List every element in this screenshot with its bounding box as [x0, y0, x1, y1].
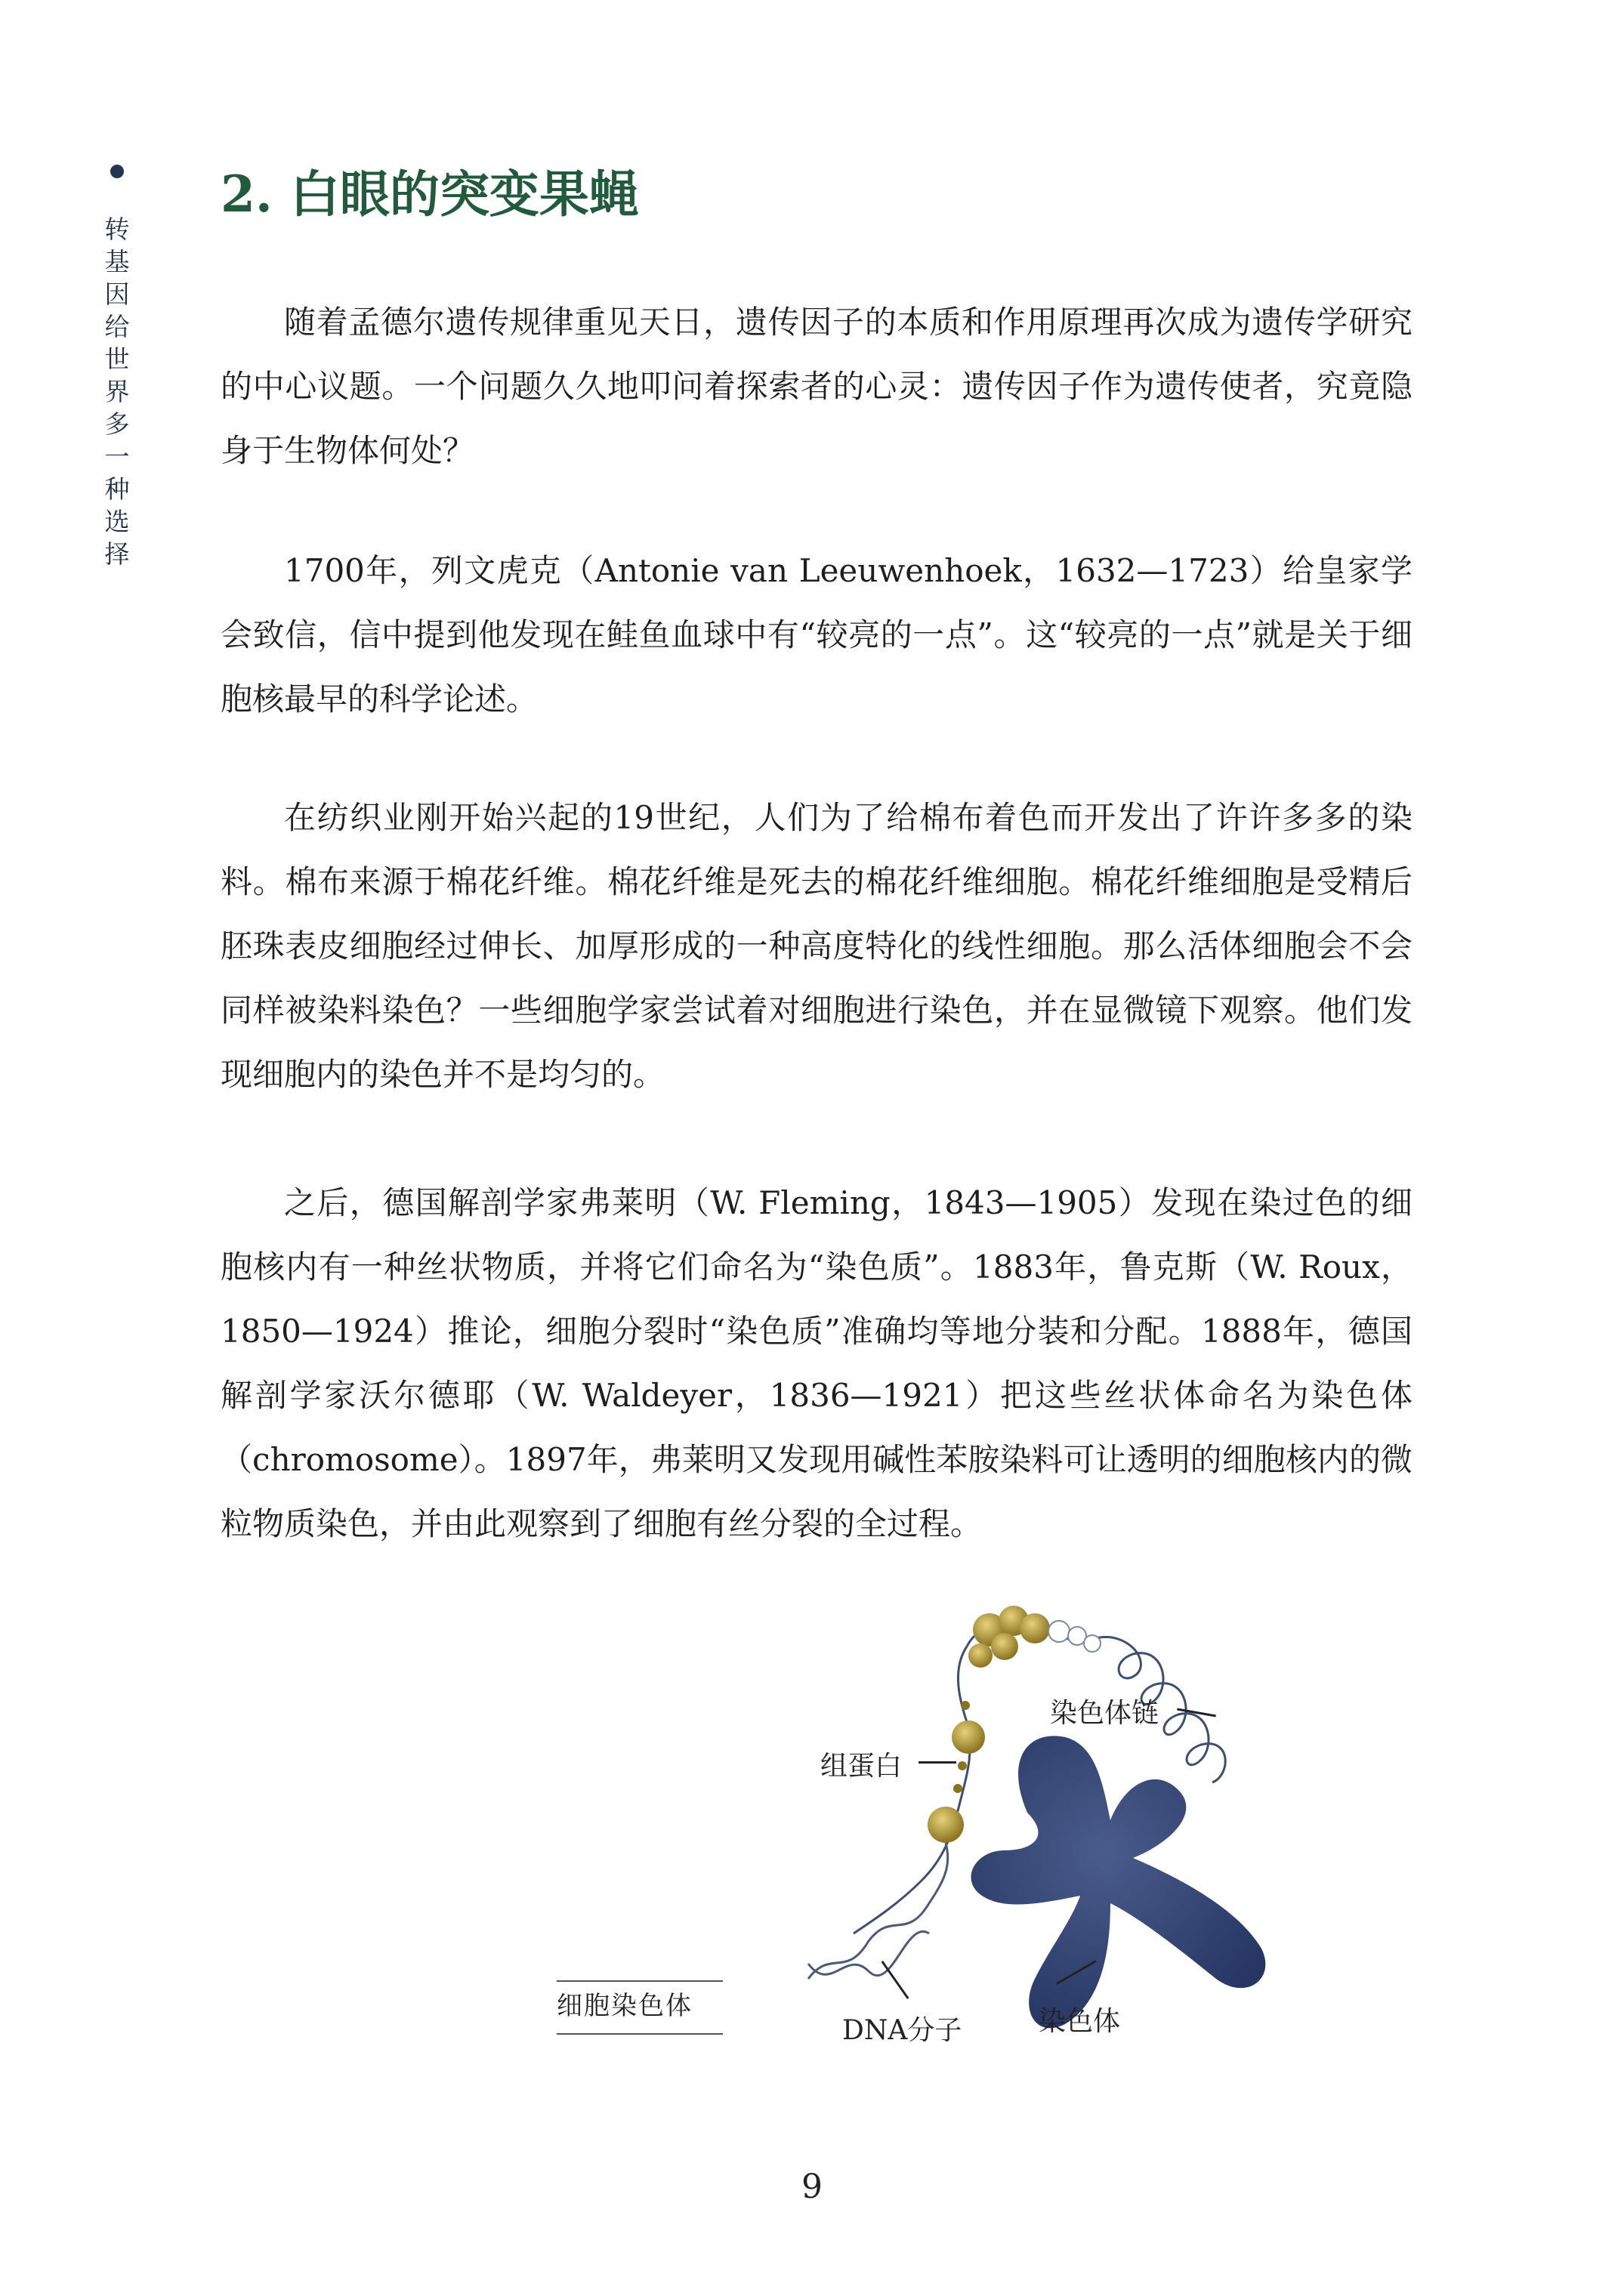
chromosome-shape	[971, 1736, 1266, 2028]
label-histone: 组蛋白	[820, 1751, 903, 1782]
figure-caption: 细胞染色体	[557, 1991, 693, 2021]
leader-line-histone	[919, 1761, 956, 1764]
label-chromatin-chain: 染色体链	[1050, 1698, 1159, 1729]
dna-helix	[808, 1843, 948, 1979]
paragraph-1: 随着孟德尔遗传规律重见天日，遗传因子的本质和作用原理再次成为遗传学研究的中心议题。一个问题久久地叩问着探索者的心灵：遗传因子作为遗传使者，究竟隐身于生物体何处？	[221, 304, 1413, 469]
paragraph-2: 1700年，列文虎克（Antonie van Leeuwenhoek，1632—1723）给皇家学会致信，信中提到他发现在鲑鱼血球中有“较亮的一点”。这“较亮的一点”就是关于细胞核最早的科学论述。	[221, 552, 1413, 718]
paragraph-4: 之后，德国解剖学家弗莱明（W. Fleming，1843—1905）发现在染过色的细胞核内有一种丝状物质，并将它们命名为“染色质”。1883年，鲁克斯（W. Roux，1850—1924）推论，细胞分裂时“染色质”准确均等地分装和分配。1888年，德国解剖学家沃尔德耶（W. Waldeyer，1836—1921）把这些丝状体命名为染色体（chromosome）。1897年，弗莱明又发现用碱性苯胺染料可让透明的细胞核内的微粒物质染色，并由此观察到了细胞有丝分裂的全过程。	[221, 1184, 1413, 1542]
label-chromosome: 染色体	[1039, 2006, 1121, 2037]
paragraph-3: 在纺织业刚开始兴起的19世纪，人们为了给棉布着色而开发出了许许多多的染料。棉布来源于棉花纤维。棉花纤维是死去的棉花纤维细胞。棉花纤维细胞是受精后胚珠表皮细胞经过伸长、加厚形成的一种高度特化的线性细胞。那么活体细胞会不会同样被染料染色？一些细胞学家尝试着对细胞进行染色，并在显微镜下观察。他们发现细胞内的染色并不是均匀的。	[221, 799, 1413, 1093]
page-number: 9	[801, 2168, 823, 2206]
running-book-title: 转基因给世界多一种选择	[104, 214, 130, 569]
histone-bead	[952, 1720, 985, 1754]
sidebar-bullet	[110, 165, 124, 178]
caption-rule-bottom	[557, 2033, 723, 2035]
chromosome-figure	[778, 1586, 1367, 2077]
label-dna: DNA分子	[842, 2015, 962, 2046]
caption-rule-top	[557, 1980, 723, 1982]
section-heading: 2. 白眼的突变果蝇	[221, 165, 639, 224]
